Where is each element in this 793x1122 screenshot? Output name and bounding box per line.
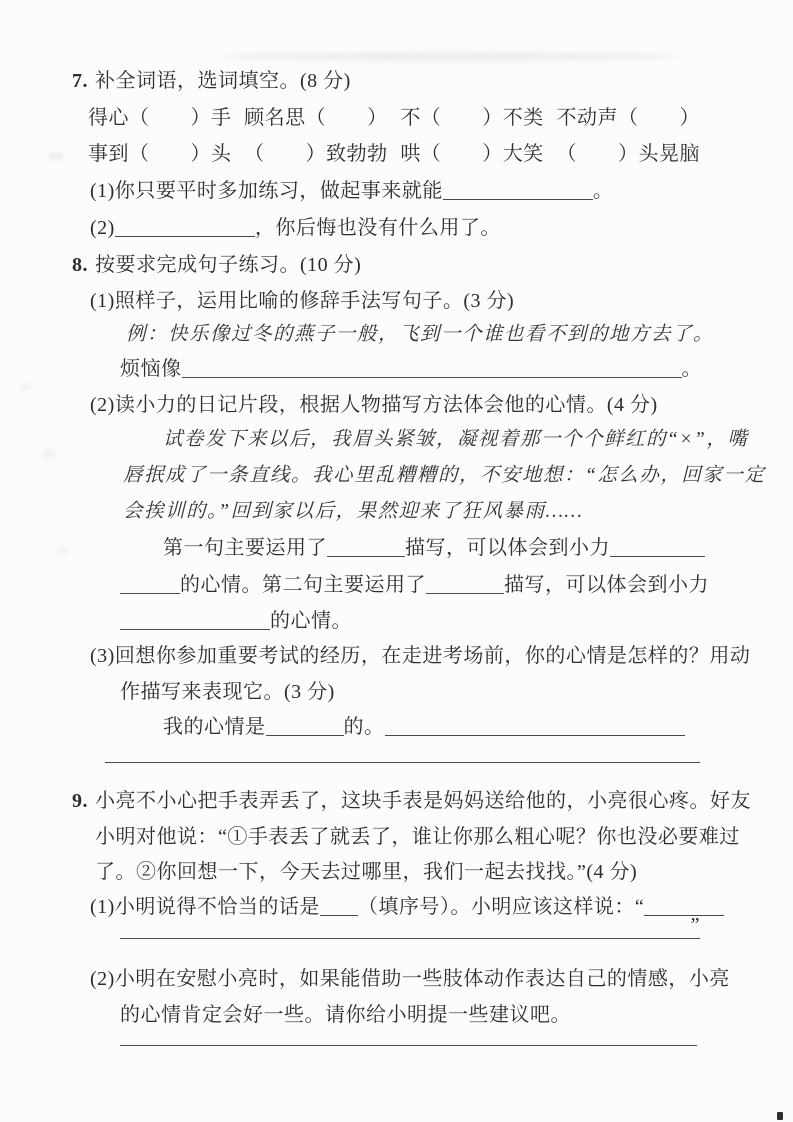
item-text: 。 xyxy=(592,180,614,202)
q8-diary-line-2 xyxy=(123,463,765,489)
word-item: 得心（ ）手 xyxy=(88,107,232,129)
answer-blank xyxy=(327,537,405,557)
scan-smudge xyxy=(58,548,68,554)
q8-item2-analysis-line-3 xyxy=(120,608,352,634)
q8-example-sentence xyxy=(126,322,714,348)
item-text: 烦恼像 xyxy=(120,358,182,380)
q8-title-line xyxy=(72,252,361,278)
scan-corner-mark xyxy=(777,1112,783,1120)
q7-word-row-1 xyxy=(88,105,700,131)
answer-blank xyxy=(115,217,255,237)
q9-stem-line-1 xyxy=(72,788,751,814)
q8-item-2 xyxy=(90,392,658,418)
answer-blank xyxy=(443,180,593,200)
q8-diary-line-3 xyxy=(123,499,583,525)
q8-item-1 xyxy=(90,288,514,314)
item-text: 描写，可以体会到小力 xyxy=(504,574,709,596)
example-text: 例：快乐像过冬的燕子一般，飞到一个谁也看不到的地方去了。 xyxy=(126,324,715,345)
item-text: 作描写来表现它。(3 分) xyxy=(120,681,335,703)
word-item: 事到（ ）头 xyxy=(88,143,232,165)
answer-blank xyxy=(182,358,682,378)
answer-blank xyxy=(120,1045,697,1046)
item-text: 。 xyxy=(681,358,702,380)
item-text: (3)回想你参加重要考试的经历，在走进考场前，你的心情是怎样的？用动 xyxy=(90,645,751,667)
q7-word-row-2 xyxy=(88,141,700,167)
item-text: 的心情。 xyxy=(270,610,352,632)
question-title: 按要求完成句子练习。(10 分) xyxy=(95,254,362,276)
item-text: (2)小明在安慰小亮时，如果能借助一些肢体动作表达自己的情感，小亮 xyxy=(90,968,730,990)
word-item: 哄（ ）大笑 xyxy=(400,143,544,165)
question-title: 补全词语，选词填空。(8 分) xyxy=(95,70,351,92)
question-number: 9. xyxy=(72,790,88,812)
q8-item2-analysis-line-1 xyxy=(163,535,705,561)
item-text: 的心情肯定会好一些。请你给小明提一些建议吧。 xyxy=(120,1004,571,1026)
answer-blank xyxy=(320,896,358,916)
q8-item3-answer-line xyxy=(163,714,685,740)
answer-blank xyxy=(266,716,344,736)
diary-text: 会挨训的。”回到家以后，果然迎来了狂风暴雨…… xyxy=(123,501,584,522)
answer-blank xyxy=(644,896,724,916)
item-text: (2)读小力的日记片段，根据人物描写方法体会他的心情。(4 分) xyxy=(90,394,658,416)
answer-blank xyxy=(120,574,180,594)
item-text: 的。 xyxy=(343,716,385,738)
question-number: 7. xyxy=(72,70,88,92)
q9-item-2 xyxy=(90,966,730,992)
answer-blank xyxy=(426,574,504,594)
q8-item-3 xyxy=(90,643,750,669)
word-item: 不（ ）不类 xyxy=(400,107,544,129)
item-text: （填序号）。小明应该这样说：“ xyxy=(357,896,645,918)
answer-blank xyxy=(120,610,270,630)
q7-title-line xyxy=(72,68,351,94)
scan-smudge xyxy=(20,383,31,390)
item-text: 描写，可以体会到小力 xyxy=(405,537,610,559)
question-stem: 小亮不小心把手表弄丢了，这块手表是妈妈送给他的，小亮很心疼。好友 xyxy=(95,790,751,812)
word-item: 顾名思（ ） xyxy=(244,107,388,129)
word-item: 不动声（ ） xyxy=(556,107,700,129)
word-item: （ ）头晃脑 xyxy=(556,143,700,165)
q9-item1-closing-quote xyxy=(691,912,700,938)
item-text: (1)小明说得不恰当的话是 xyxy=(90,896,320,918)
q9-stem-line-3 xyxy=(95,859,637,885)
item-text: (1)你只要平时多加练习，做起事来就能 xyxy=(90,180,443,202)
item-text: 我的心情是 xyxy=(163,716,266,738)
answer-blank xyxy=(120,938,700,939)
scan-smudge xyxy=(48,152,64,161)
question-stem: 了。②你回想一下，今天去过哪里，我们一起去找找。”(4 分) xyxy=(95,861,638,883)
closing-quote: ” xyxy=(690,914,700,936)
item-text: (1)照样子，运用比喻的修辞手法写句子。(3 分) xyxy=(90,290,515,312)
q8-item2-analysis-line-2 xyxy=(120,572,709,598)
q8-diary-line-1 xyxy=(163,427,748,453)
q8-item-3-continued xyxy=(120,679,335,705)
answer-blank xyxy=(610,537,705,557)
scan-smudge xyxy=(42,450,55,458)
q9-stem-line-2 xyxy=(95,824,740,850)
q7-item-2 xyxy=(90,215,501,241)
item-text: 第一句主要运用了 xyxy=(163,537,327,559)
q8-item1-answer-line xyxy=(120,356,702,382)
diary-text: 试卷发下来以后，我眉头紧皱，凝视着那一个个鲜红的“×”，嘴 xyxy=(163,429,749,450)
answer-blank xyxy=(385,716,685,736)
word-item: （ ）致勃勃 xyxy=(244,143,388,165)
item-text: ，你后悔也没有什么用了。 xyxy=(254,217,501,239)
q9-item-1 xyxy=(90,894,724,920)
q7-item-1 xyxy=(90,178,613,204)
question-stem: 小明对他说：“①手表丢了就丢了，谁让你那么粗心呢？你也没必要难过 xyxy=(95,826,740,848)
q9-item-2-continued xyxy=(120,1002,571,1028)
item-text: 的心情。第二句主要运用了 xyxy=(180,574,426,596)
answer-blank xyxy=(105,762,700,763)
scan-smudge xyxy=(220,52,680,61)
item-text: (2) xyxy=(90,217,115,239)
question-number: 8. xyxy=(72,254,88,276)
diary-text: 唇抿成了一条直线。我心里乱糟糟的，不安地想：“怎么办，回家一定 xyxy=(123,465,766,486)
